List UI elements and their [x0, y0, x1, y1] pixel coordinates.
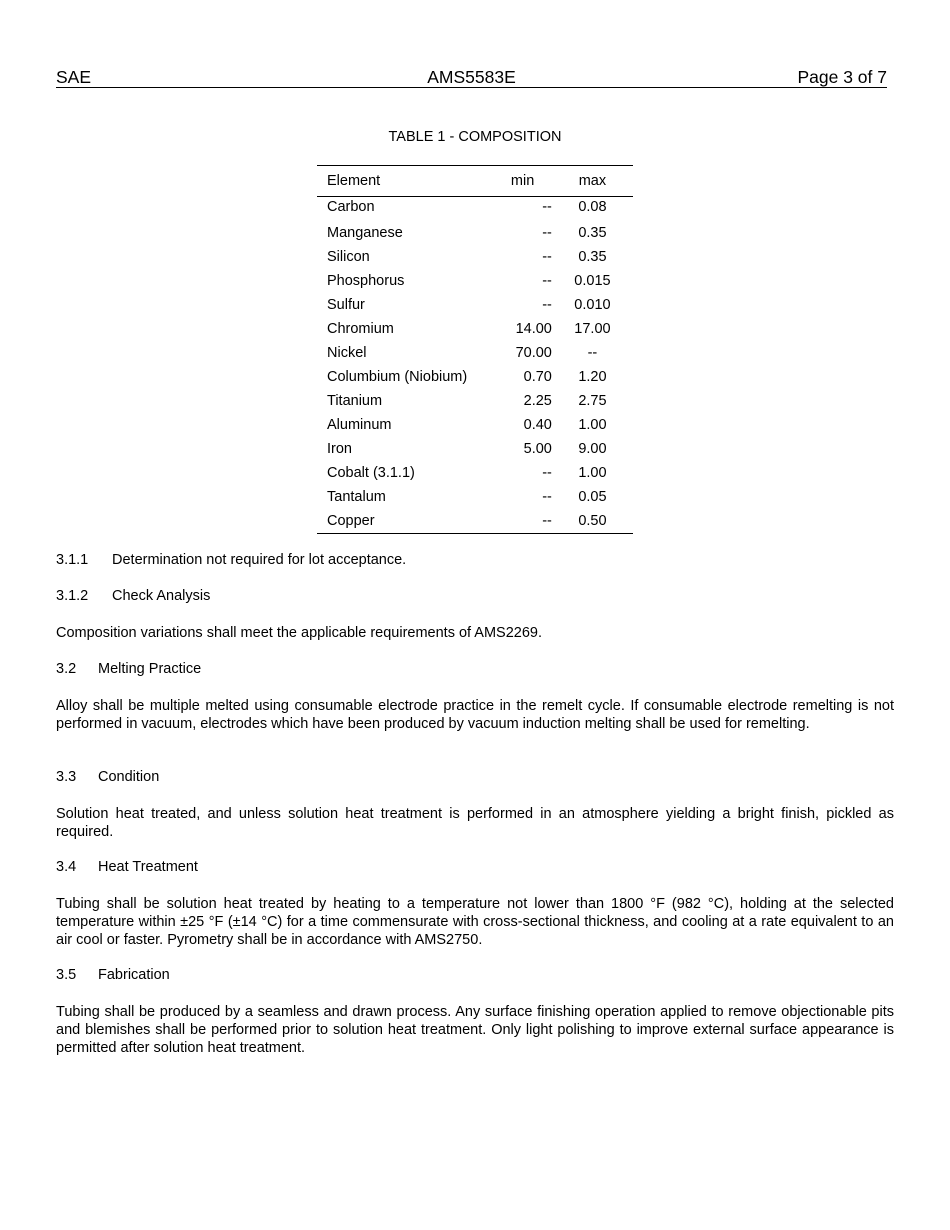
table-row [317, 317, 633, 341]
cell-min: -- [542, 225, 552, 241]
section-number: 3.3 [56, 769, 77, 785]
cell-min: 5.00 [523, 441, 552, 457]
cell-max: 0.010 [574, 297, 611, 313]
table-row [317, 365, 633, 389]
section-number: 3.1.1 [56, 552, 89, 568]
section-3-5-heading [56, 966, 894, 984]
section-title: Condition [98, 769, 160, 785]
cell-min: 70.00 [515, 345, 552, 361]
section-title: Check Analysis [112, 588, 211, 604]
cell-max: 0.05 [578, 489, 607, 505]
table-row [317, 461, 633, 485]
cell-min: -- [542, 465, 552, 481]
section-title: Determination not required for lot acceptance. [112, 552, 407, 568]
cell-element: Copper [317, 509, 493, 534]
composition-table [317, 165, 633, 534]
table-row [317, 413, 633, 437]
section-3-1-2-heading [56, 587, 894, 605]
cell-max: 0.50 [552, 509, 633, 534]
cell-element: Manganese [327, 225, 403, 241]
table-row [317, 197, 633, 222]
table-title: TABLE 1 - COMPOSITION [388, 129, 562, 145]
section-3-1-1 [56, 551, 894, 569]
section-number: 3.2 [56, 661, 77, 677]
cell-min: -- [542, 249, 552, 265]
cell-element: Carbon [327, 199, 375, 215]
cell-element: Phosphorus [327, 273, 405, 289]
section-3-1-2-body: Composition variations shall meet the applicable requirements of AMS2269. [56, 625, 543, 641]
header-doc-number: AMS5583E [427, 67, 516, 87]
cell-max: 1.00 [578, 465, 607, 481]
cell-min: -- [542, 297, 552, 313]
section-3-3-heading [56, 768, 894, 786]
cell-element: Tantalum [327, 489, 386, 505]
cell-min: 0.40 [523, 417, 552, 433]
table-row [317, 341, 633, 365]
cell-min: -- [493, 509, 552, 534]
cell-element: Sulfur [327, 297, 365, 313]
section-3-3-body: Solution heat treated, and unless solution heat treatment is performed in an atmosphere yielding a bright finish, pickled as required. [56, 806, 894, 840]
section-number: 3.5 [56, 967, 77, 983]
cell-min: 0.70 [523, 369, 552, 385]
cell-max: 2.75 [578, 393, 607, 409]
cell-min: -- [542, 489, 552, 505]
cell-element: Silicon [327, 249, 370, 265]
cell-min: -- [542, 199, 552, 215]
table-row [317, 221, 633, 245]
section-number: 3.1.2 [56, 588, 89, 604]
table-header-row [317, 166, 633, 197]
section-3-2-heading [56, 660, 894, 678]
table-row [317, 509, 633, 534]
table-row [317, 245, 633, 269]
cell-min: 2.25 [523, 393, 552, 409]
section-3-5-body: Tubing shall be produced by a seamless and drawn process. Any surface finishing operation applied to remove objectionable pits and blemishes shall be performed prior to solution heat treatment. Only light polishing to improve external surface appearance is permitted after solution heat treatment. [56, 1004, 894, 1056]
section-number: 3.4 [56, 859, 77, 875]
cell-element: Chromium [327, 321, 394, 337]
cell-max: -- [587, 345, 598, 361]
section-3-4-body: Tubing shall be solution heat treated by heating to a temperature not lower than 1800 °F (982 °C), holding at the selected temperature within ±25 °F (±14 °C) for a time commensurate with cross-sectional thickness, and cooling at a rate equivalent to an air cool or faster. Pyrometry shall be in accordance with AMS2750. [56, 896, 894, 948]
section-3-4-heading [56, 858, 894, 876]
header-page-number: Page 3 of 7 [797, 67, 887, 87]
section-title: Heat Treatment [98, 859, 198, 875]
table-row [317, 485, 633, 509]
column-header-max: max [552, 166, 633, 197]
cell-element: Columbium (Niobium) [327, 369, 468, 385]
table-row [317, 269, 633, 293]
cell-element: Iron [327, 441, 352, 457]
cell-max: 0.015 [574, 273, 611, 289]
cell-max: 1.00 [578, 417, 607, 433]
cell-min: -- [542, 273, 552, 289]
section-title: Melting Practice [98, 661, 202, 677]
cell-max: 0.08 [578, 199, 607, 215]
cell-max: 17.00 [574, 321, 611, 337]
cell-max: 0.35 [578, 225, 607, 241]
table-row [317, 293, 633, 317]
section-title: Fabrication [98, 967, 170, 983]
cell-min: 14.00 [515, 321, 552, 337]
cell-element: Cobalt (3.1.1) [327, 465, 415, 481]
cell-max: 9.00 [578, 441, 607, 457]
cell-max: 0.35 [578, 249, 607, 265]
cell-element: Titanium [327, 393, 383, 409]
section-3-2-body: Alloy shall be multiple melted using consumable electrode practice in the remelt cycle. If consumable electrode remelting is not performed in vacuum, electrodes which have been produced by vacuum induction melting shall be used for remelting. [56, 698, 894, 732]
header-org: SAE [56, 67, 92, 87]
table-body [317, 197, 633, 534]
column-header-element: Element [317, 166, 493, 197]
column-header-min: min [493, 166, 552, 197]
cell-max: 1.20 [578, 369, 607, 385]
table-row [317, 389, 633, 413]
cell-element: Aluminum [327, 417, 392, 433]
page-header [56, 66, 887, 88]
table-row [317, 437, 633, 461]
cell-element: Nickel [327, 345, 367, 361]
